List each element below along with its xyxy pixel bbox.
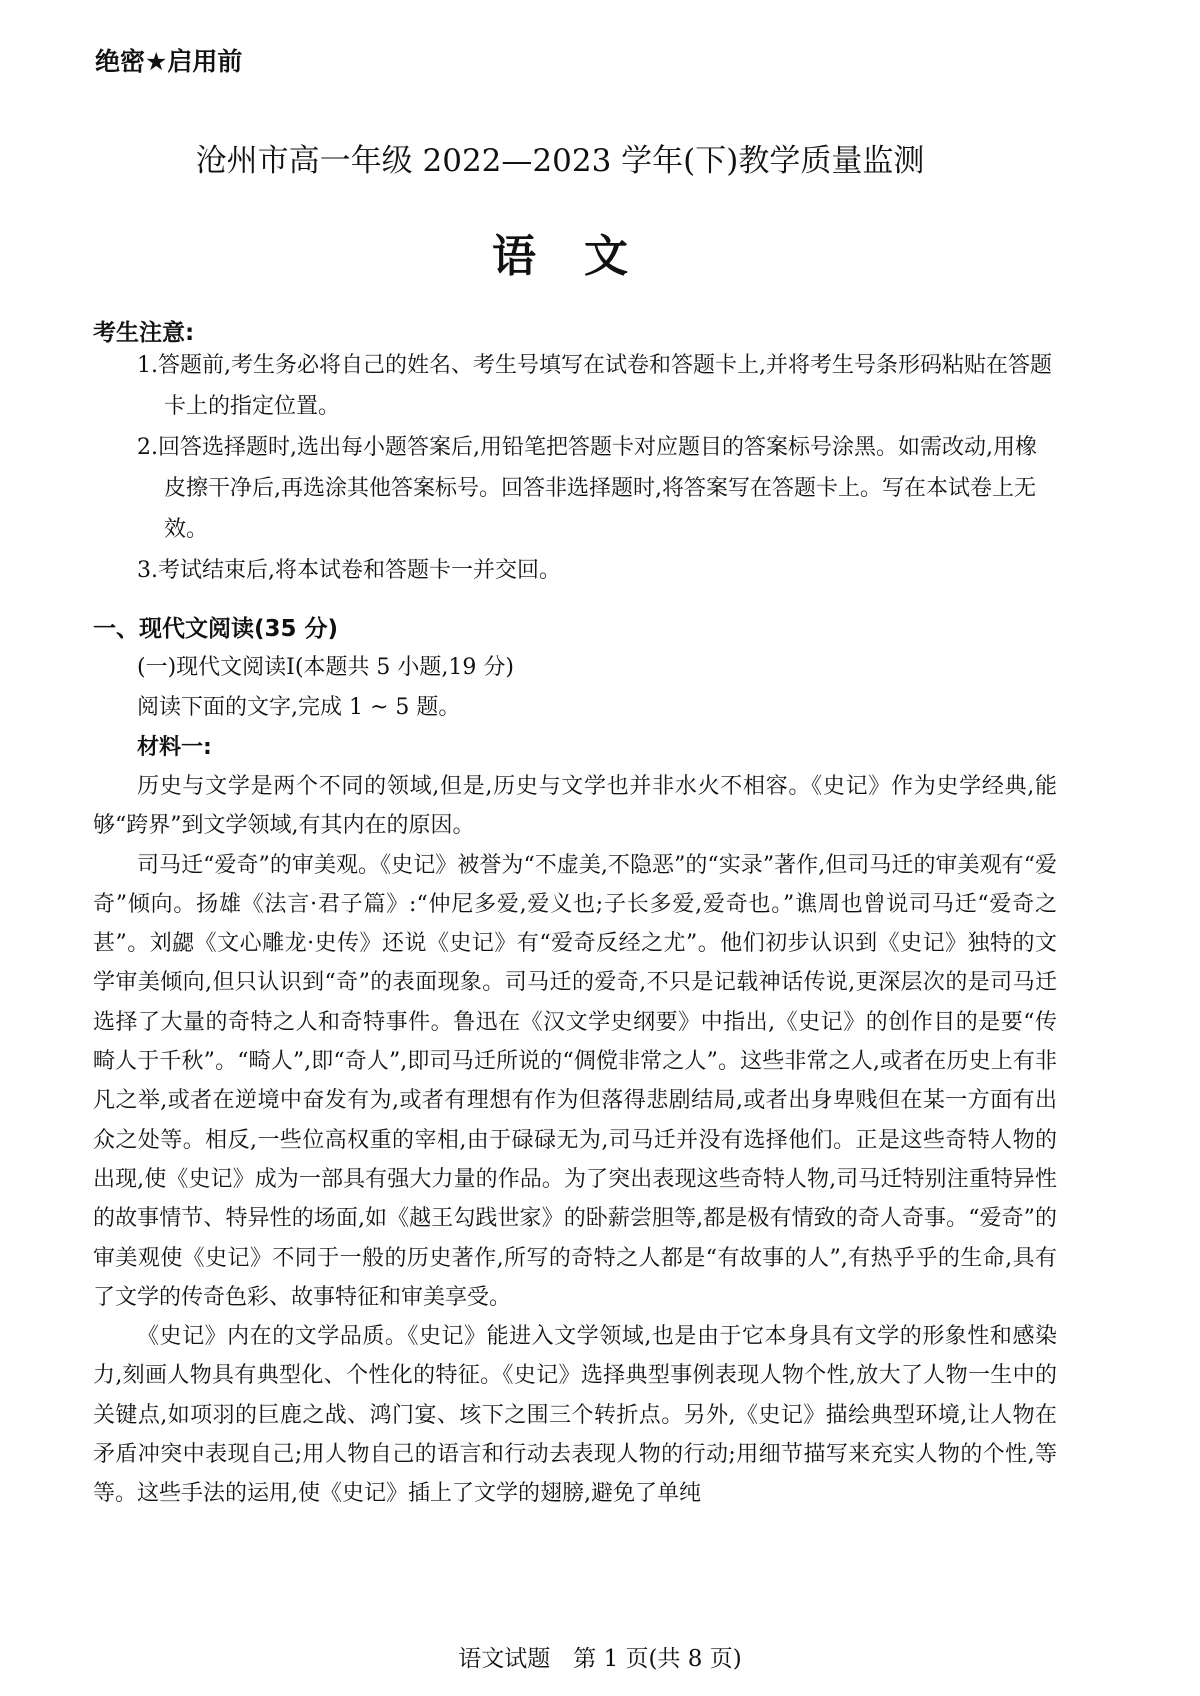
page-footer: 语文试题 第 1 页(共 8 页) <box>458 1646 742 1672</box>
passage-paragraph: 历史与文学是两个不同的领域,但是,历史与文学也并非水火不相容。《史记》作为史学经典,能够“跨界”到文学领域,有其内在的原因。 <box>93 774 1057 839</box>
notice-item: 3.考试结束后,将本试卷和答题卡一并交回。 <box>137 558 561 583</box>
passage-paragraph: 《史记》内在的文学品质。《史记》能进入文学领域,也是由于它本身具有文学的形象性和感染力,刻画人物具有典型化、个性化的特征。《史记》选择典型事例表现人物个性,放大了人物一生中的关键点,如项羽的巨鹿之战、鸿门宴、垓下之围三个转折点。另外,《史记》描绘典型环境,让人物在矛盾冲突中表现自己;用人物自己的语言和行动去表现人物的行动;用细节描写来充实人物的个性,等等。这些手法的运用,使《史记》插上了文学的翅膀,避免了单纯 <box>93 1324 1057 1507</box>
reading-passage <box>93 767 1057 1514</box>
passage-paragraph: 司马迁“爱奇”的审美观。《史记》被誉为“不虚美,不隐恶”的“实录”著作,但司马迁的审美观有“爱奇”倾向。扬雄《法言·君子篇》:“仲尼多爱,爱义也;子长多爱,爱奇也。”谯周也曾说司马迁“爱奇之甚”。刘勰《文心雕龙·史传》还说《史记》有“爱奇反经之尤”。他们初步认识到《史记》独特的文学审美倾向,但只认识到“奇”的表面现象。司马迁的爱奇,不只是记载神话传说,更深层次的是司马迁选择了大量的奇特之人和奇特事件。鲁迅在《汉文学史纲要》中指出,《史记》的创作目的是要“传畸人于千秋”。“畸人”,即“奇人”,即司马迁所说的“倜傥非常之人”。这些非常之人,或者在历史上有非凡之举,或者在逆境中奋发有为,或者有理想有作为但落得悲剧结局,或者出身卑贱但在某一方面有出众之处等。相反,一些位高权重的宰相,由于碌碌无为,司马迁并没有选择他们。正是这些奇特人物的出现,使《史记》成为一部具有强大力量的作品。为了突出表现这些奇特人物,司马迁特别注重特异性的故事情节、特异性的场面,如《越王勾践世家》的卧薪尝胆等,都是极有情致的奇人奇事。“爱奇”的审美观使《史记》不同于一般的历史著作,所写的奇特之人都是“有故事的人”,有热乎乎的生命,具有了文学的传奇色彩、故事特征和审美享受。 <box>93 852 1057 1310</box>
subject-title: 语文 <box>492 231 676 282</box>
section-heading: 一、现代文阅读(35 分) <box>93 616 339 642</box>
notice-list <box>137 345 1057 591</box>
notice-heading: 考生注意: <box>93 320 195 346</box>
material-label: 材料一: <box>137 735 212 760</box>
exam-title: 沧州市高一年级 2022—2023 学年(下)教学质量监测 <box>195 143 925 179</box>
reading-instruction: 阅读下面的文字,完成 1 ~ 5 题。 <box>137 695 461 720</box>
notice-item: 1.答题前,考生务必将自己的姓名、考生号填写在试卷和答题卡上,并将考生号条形码粘贴在答题卡上的指定位置。 <box>137 353 1052 419</box>
notice-item: 2.回答选择题时,选出每小题答案后,用铅笔把答题卡对应题目的答案标号涂黑。如需改动,用橡皮擦干净后,再选涂其他答案标号。回答非选择题时,将答案写在答题卡上。写在本试卷上无效。 <box>137 435 1037 542</box>
confidential-label: 绝密★启用前 <box>95 47 243 76</box>
sub-section-heading: (一)现代文阅读Ⅰ(本题共 5 小题,19 分) <box>137 655 514 680</box>
